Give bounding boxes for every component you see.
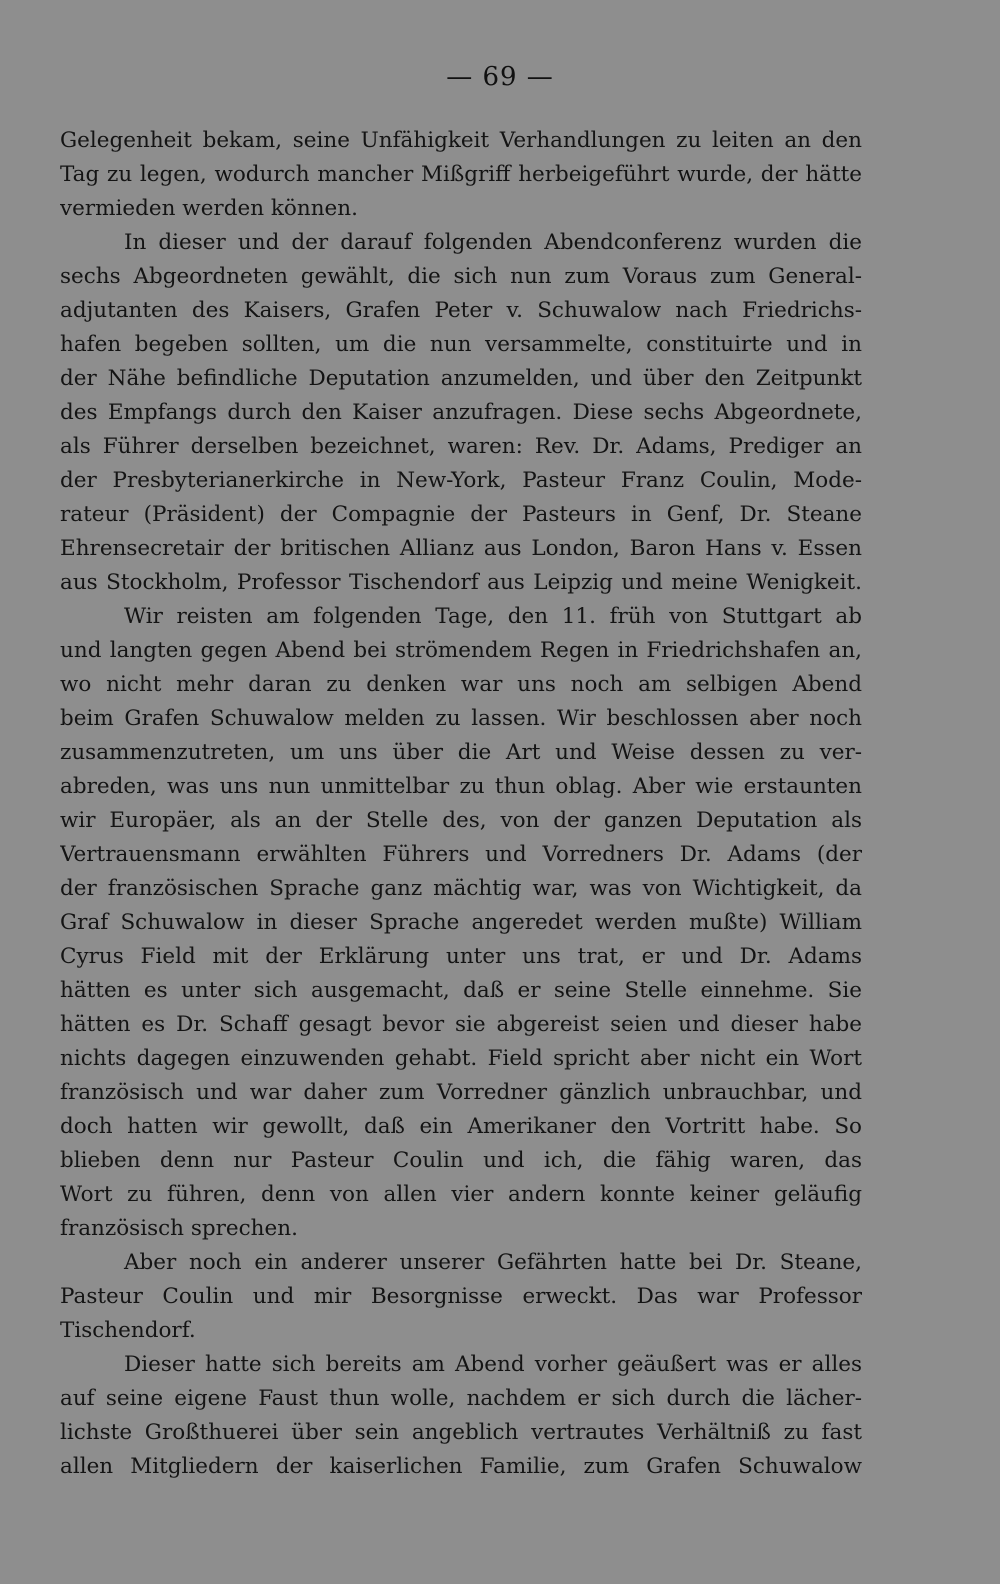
text-line: doch hatten wir gewollt, daß ein Amerikaner den Vortritt habe. So bbox=[60, 1114, 862, 1139]
text-line: rateur (Präsident) der Compagnie der Pasteurs in Genf, Dr. Steane bbox=[60, 502, 862, 527]
text-line: Vertrauensmann erwählten Führers und Vorredners Dr. Adams (der bbox=[60, 842, 862, 867]
text-line: hätten es unter sich ausgemacht, daß er seine Stelle einnehme. Sie bbox=[60, 978, 862, 1003]
text-line: Wir reisten am folgenden Tage, den 11. früh von Stuttgart ab bbox=[124, 604, 862, 629]
text-line: französisch und war daher zum Vorredner gänzlich unbrauchbar, und bbox=[60, 1080, 862, 1105]
text-line: blieben denn nur Pasteur Coulin und ich, die fähig waren, das bbox=[60, 1148, 862, 1173]
text-line: Gelegenheit bekam, seine Unfähigkeit Verhandlungen zu leiten an den bbox=[60, 128, 862, 153]
text-line: vermieden werden können. bbox=[60, 196, 358, 221]
text-line: wo nicht mehr daran zu denken war uns noch am selbigen Abend bbox=[60, 672, 862, 697]
text-line: auf seine eigene Faust thun wolle, nachdem er sich durch die lächer- bbox=[60, 1386, 862, 1411]
page-number: — 69 — bbox=[446, 62, 554, 92]
body-text bbox=[60, 124, 862, 1484]
text-line: Ehrensecretair der britischen Allianz aus London, Baron Hans v. Essen bbox=[60, 536, 862, 561]
text-line: Aber noch ein anderer unserer Gefährten hatte bei Dr. Steane, bbox=[124, 1250, 862, 1275]
text-line: Tag zu legen, wodurch mancher Mißgriff herbeigeführt wurde, der hätte bbox=[60, 162, 862, 187]
text-line: und langten gegen Abend bei strömendem Regen in Friedrichshafen an, bbox=[60, 638, 862, 663]
text-line: nichts dagegen einzuwenden gehabt. Field spricht aber nicht ein Wort bbox=[60, 1046, 862, 1071]
text-line: Tischendorf. bbox=[60, 1318, 196, 1343]
text-line: hätten es Dr. Schaff gesagt bevor sie abgereist seien und dieser habe bbox=[60, 1012, 862, 1037]
text-line: lichste Großthuerei über sein angeblich vertrautes Verhältniß zu fast bbox=[60, 1420, 862, 1445]
text-line: aus Stockholm, Professor Tischendorf aus Leipzig und meine Wenigkeit. bbox=[60, 570, 862, 595]
text-line: französisch sprechen. bbox=[60, 1216, 298, 1241]
text-line: der Presbyterianerkirche in New-York, Pasteur Franz Coulin, Mode- bbox=[60, 468, 862, 493]
text-line: Wort zu führen, denn von allen vier andern konnte keiner geläufig bbox=[60, 1182, 862, 1207]
text-line: Dieser hatte sich bereits am Abend vorher geäußert was er alles bbox=[124, 1352, 862, 1377]
text-line: zusammenzutreten, um uns über die Art und Weise dessen zu ver- bbox=[60, 740, 862, 765]
text-line: wir Europäer, als an der Stelle des, von der ganzen Deputation als bbox=[60, 808, 862, 833]
text-line: als Führer derselben bezeichnet, waren: Rev. Dr. Adams, Prediger an bbox=[60, 434, 862, 459]
text-line: beim Grafen Schuwalow melden zu lassen. Wir beschlossen aber noch bbox=[60, 706, 862, 731]
text-line: der Nähe befindliche Deputation anzumelden, und über den Zeitpunkt bbox=[60, 366, 862, 391]
text-line: Pasteur Coulin und mir Besorgnisse erweckt. Das war Professor bbox=[60, 1284, 862, 1309]
text-line: allen Mitgliedern der kaiserlichen Familie, zum Grafen Schuwalow bbox=[60, 1454, 862, 1479]
text-line: hafen begeben sollten, um die nun versammelte, constituirte und in bbox=[60, 332, 862, 357]
text-line: abreden, was uns nun unmittelbar zu thun oblag. Aber wie erstaunten bbox=[60, 774, 862, 799]
text-line: In dieser und der darauf folgenden Abendconferenz wurden die bbox=[124, 230, 862, 255]
text-line: adjutanten des Kaisers, Grafen Peter v. Schuwalow nach Friedrichs- bbox=[60, 298, 862, 323]
text-line: des Empfangs durch den Kaiser anzufragen. Diese sechs Abgeordnete, bbox=[60, 400, 862, 425]
text-line: Cyrus Field mit der Erklärung unter uns trat, er und Dr. Adams bbox=[60, 944, 862, 969]
text-line: der französischen Sprache ganz mächtig war, was von Wichtigkeit, da bbox=[60, 876, 862, 901]
text-line: Graf Schuwalow in dieser Sprache angeredet werden mußte) William bbox=[60, 910, 862, 935]
text-line: sechs Abgeordneten gewählt, die sich nun zum Voraus zum General- bbox=[60, 264, 862, 289]
